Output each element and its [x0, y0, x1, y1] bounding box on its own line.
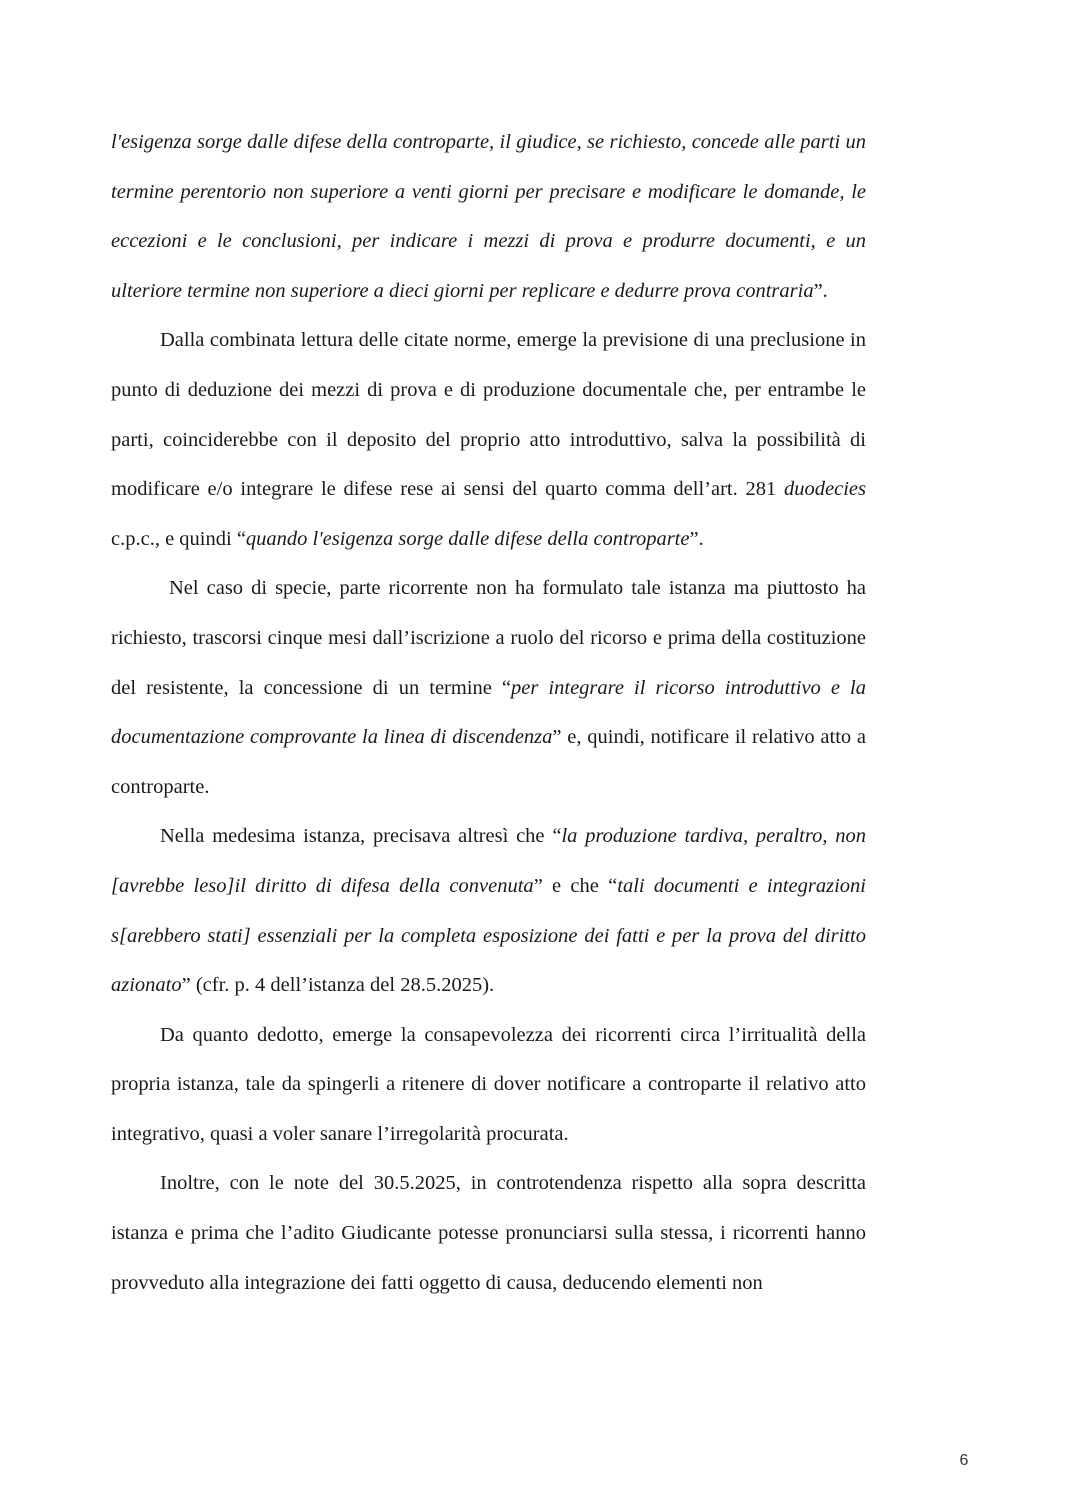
quoted-text: la produzione tardiva, peraltro, non [avrebbe leso]il diritto di difesa della convenuta: [111, 825, 867, 897]
page-number: 6: [959, 1452, 969, 1469]
document-body: [111, 118, 866, 1308]
text-run: ” e, quindi, notificare il relativo atto a controparte.: [111, 726, 867, 798]
text-run: ” (cfr. p. 4 dell’istanza del 28.5.2025).: [181, 974, 495, 997]
quoted-text: quando l'esigenza sorge dalle difese della controparte: [245, 527, 690, 550]
closing-quote: ”.: [689, 527, 704, 550]
text-run: Dalla combinata lettura delle citate norme, emerge la previsione di una preclusione in punto di deduzione dei mezzi di prova e di produzione documentale che, per entrambe le parti, coinciderebbe con il deposito del proprio atto introduttivo, salva la possibilità di modificare e/o integrare le difese rese ai sensi del quarto comma dell’art. 281: [111, 329, 866, 501]
paragraph-quote-continuation: [111, 118, 866, 316]
text-run: c.p.c., e quindi “: [111, 527, 246, 550]
text-run: Nella medesima istanza, precisava altresì che “: [160, 825, 562, 848]
paragraph-notes: [111, 1159, 866, 1308]
quoted-text: tali documenti e integrazioni s[arebbero stati] essenziali per la completa esposizione dei fatti e per la prova del diritto azionato: [111, 874, 867, 997]
paragraph-case-facts: [111, 564, 866, 812]
text-run: Inoltre, con le note del 30.5.2025, in controtendenza rispetto alla sopra descritta istanza e prima che l’adito Giudicante potesse pronunciarsi sulla stessa, i ricorrenti hanno provveduto alla integrazione dei fatti oggetto di causa, deducendo elementi non: [111, 1172, 866, 1294]
text-run: Nel caso di specie, parte ricorrente non ha formulato tale istanza ma piuttosto ha richiesto, trascorsi cinque mesi dall’iscrizione a ruolo del ricorso e prima della costituzione del resistente, la concessione di un termine “: [111, 577, 866, 699]
paragraph-combined-reading: [111, 316, 866, 564]
paragraph-awareness: [111, 1011, 866, 1160]
paragraph-same-request: [111, 812, 866, 1010]
quoted-text: per integrare il ricorso introduttivo e la documentazione comprovante la linea di discendenza: [111, 676, 866, 749]
text-run: Da quanto dedotto, emerge la consapevolezza dei ricorrenti circa l’irritualità della propria istanza, tale da spingerli a ritenere di dover notificare a controparte il relativo atto integrativo, quasi a voler sanare l’irregolarità procurata.: [111, 1023, 866, 1145]
italic-run: duodecies: [784, 478, 866, 501]
text-run: ” e che “: [533, 874, 618, 897]
quoted-text: l'esigenza sorge dalle difese della controparte, il giudice, se richiesto, concede alle parti un termine perentorio non superiore a venti giorni per precisare e modificare le domande, le eccezioni e le conclusioni, per indicare i mezzi di prova e produrre documenti, e un ulteriore termine non superiore a dieci giorni per replicare e dedurre prova contraria: [111, 131, 866, 302]
closing-quote: ”.: [813, 279, 828, 302]
